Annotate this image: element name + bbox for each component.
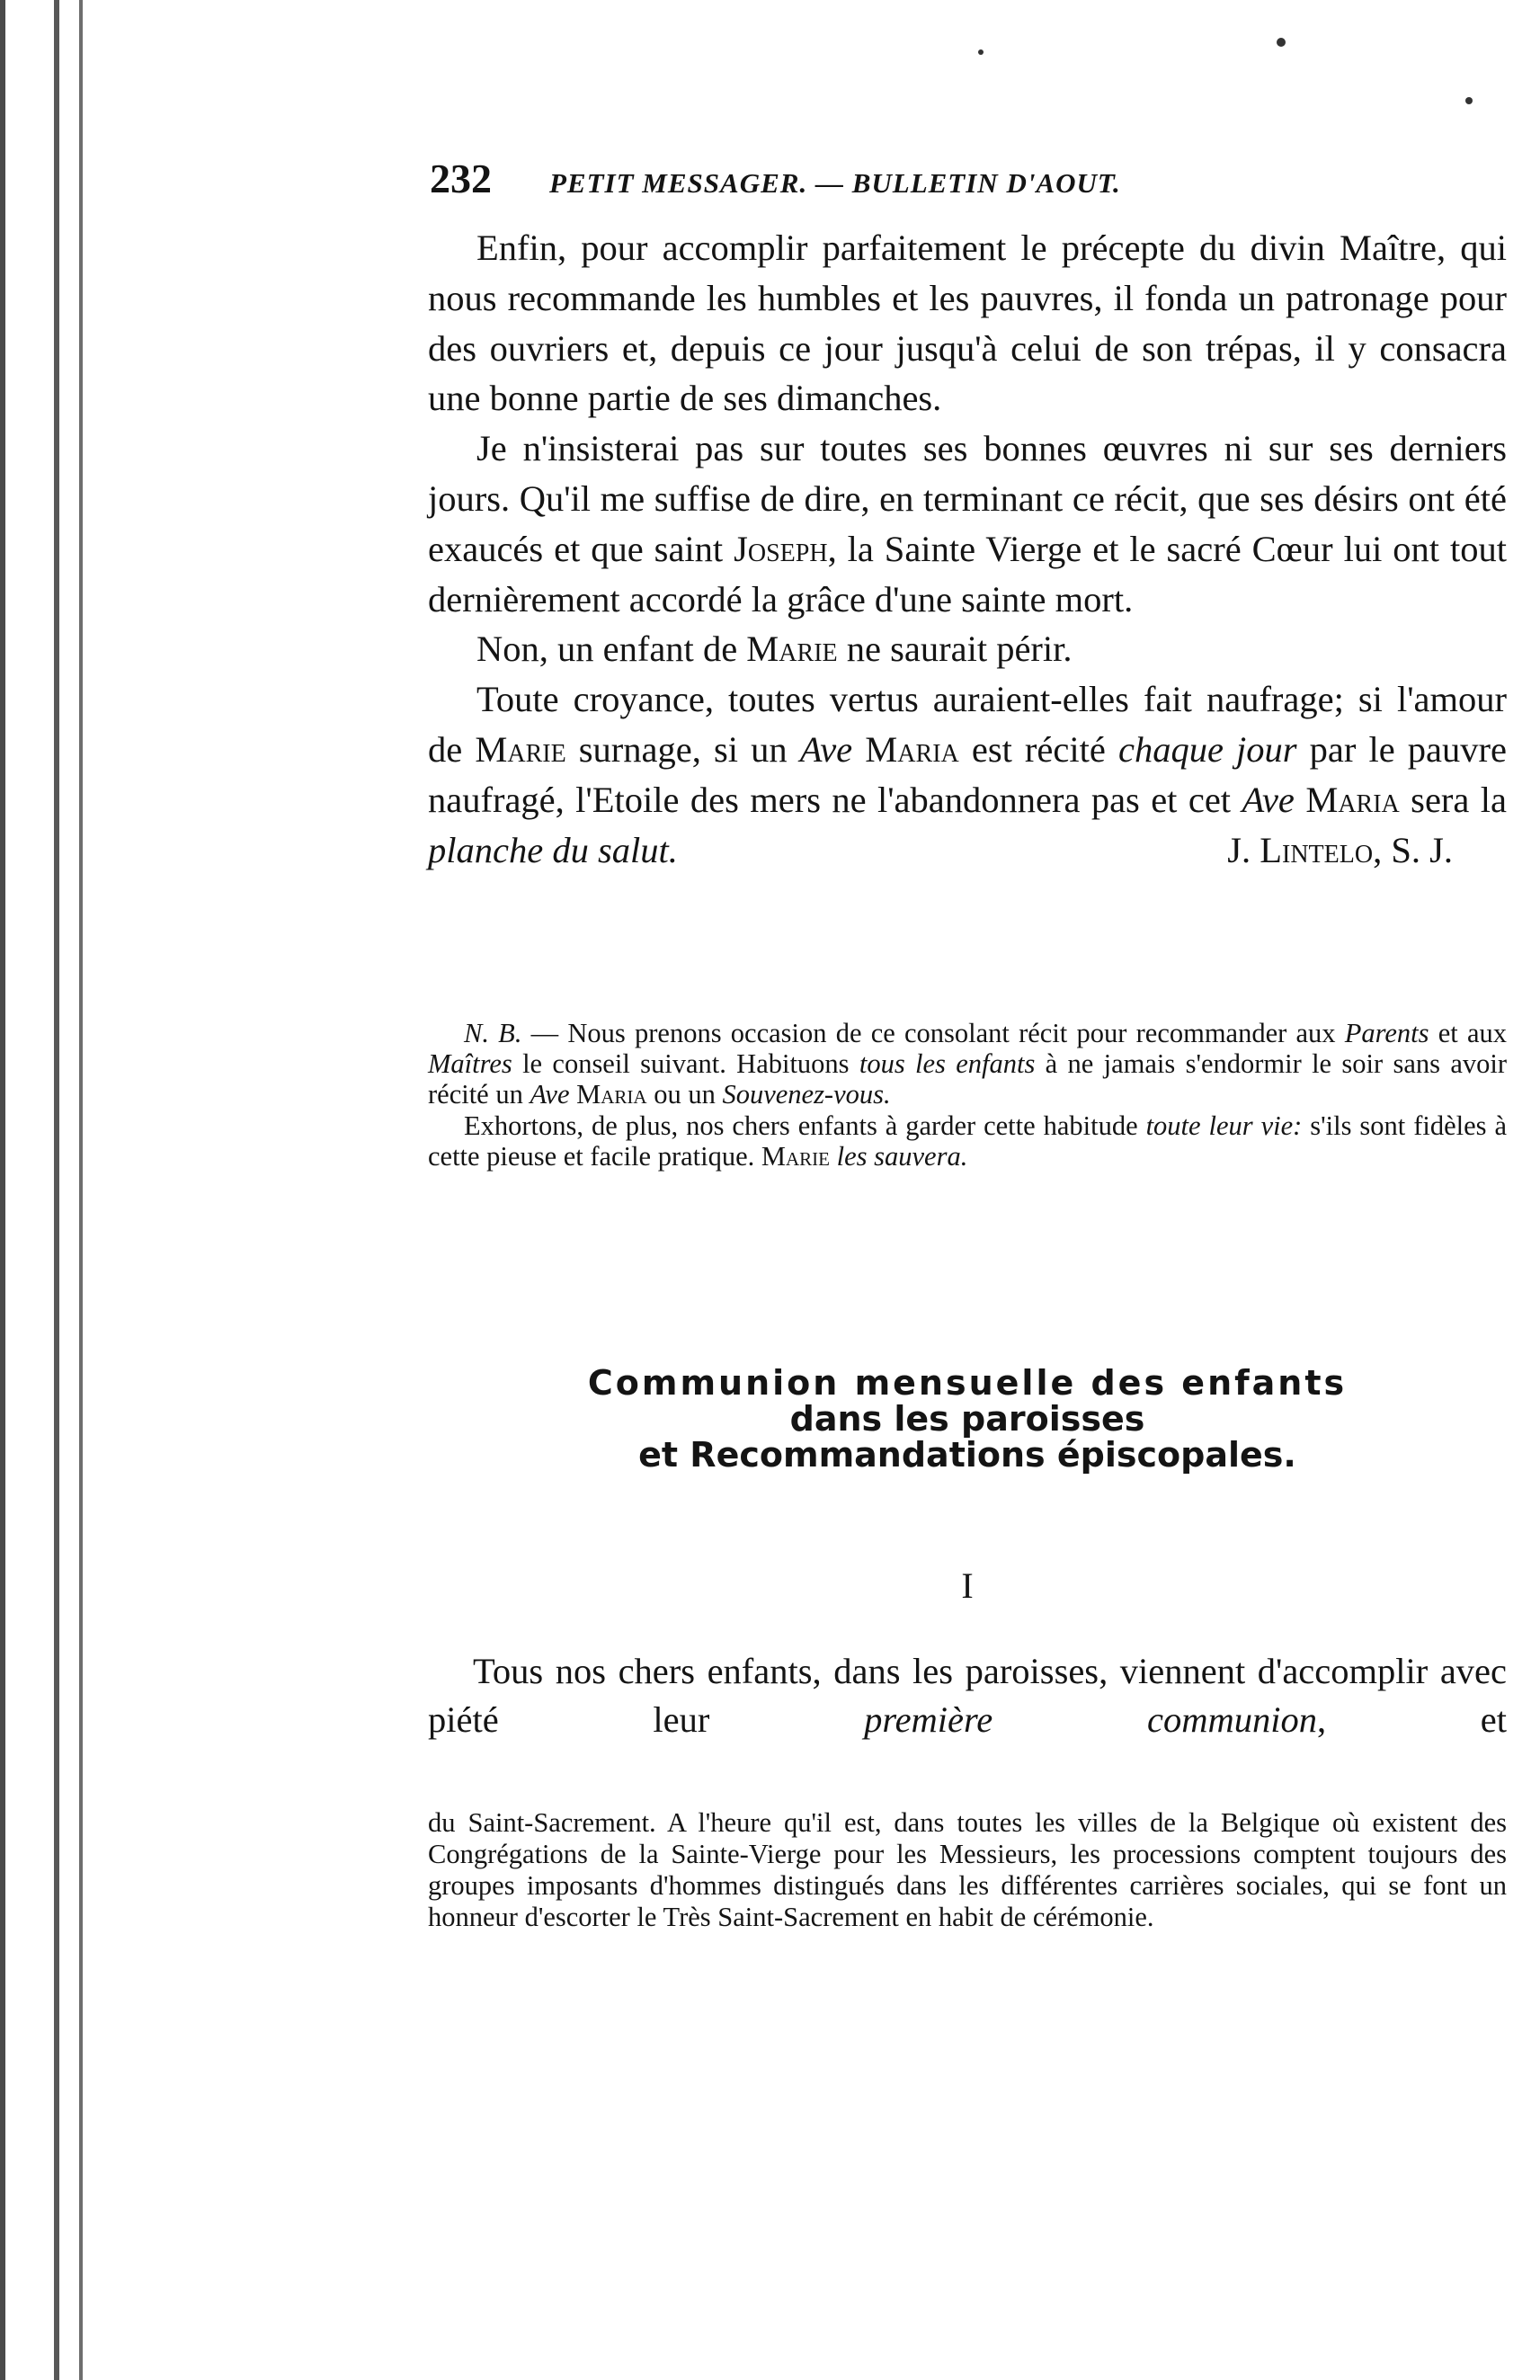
body-text	[428, 223, 1507, 875]
signature: J. Lintelo, S. J.	[1227, 829, 1453, 870]
print-speck	[1465, 97, 1473, 104]
page-number: 232	[430, 156, 492, 201]
footnote-text: du Saint-Sacrement. A l'heure qu'il est, dans toutes les villes de la Belgique où existent des Congrégations de la Sainte-Vierge pour les Messieurs, les processions comptent toujours des groupes imposants d'hommes distingués dans les différentes carrières sociales, qui se font un honneur d'escorter le Très Saint-Sacrement en habit de cérémonie.	[428, 1807, 1507, 1932]
footnote	[428, 1807, 1507, 1933]
running-head	[430, 155, 1509, 202]
book-binding-edge	[0, 0, 117, 2380]
running-title: PETIT MESSAGER. — BULLETIN D'AOUT.	[549, 167, 1121, 199]
section-heading	[428, 1365, 1507, 1473]
print-speck	[1277, 38, 1286, 47]
paragraph-4: Toute croyance, toutes vertus auraient-elles fait naufrage; si l'amour de Marie surnage, si un Ave Maria est récité chaque jour par le pauvre naufragé, l'Etoile des mers ne l'abandonnera pas et cet Ave Maria sera la planche du salut. J. Lintelo, S. J.	[428, 674, 1507, 875]
paragraph-2: Je n'insisterai pas sur toutes ses bonnes œuvres ni sur ses derniers jours. Qu'il me suffise de dire, en terminant ce récit, que ses désirs ont été exaucés et que saint Joseph, la Sainte Vierge et le sacré Cœur lui ont tout dernièrement accordé la grâce d'une sainte mort.	[428, 428, 1507, 620]
section-intro	[428, 1647, 1507, 1744]
nota-bene	[428, 1018, 1507, 1172]
print-speck	[978, 49, 984, 55]
heading-line-1: Communion mensuelle des enfants	[587, 1363, 1348, 1403]
section-number: I	[961, 1565, 974, 1606]
paragraph-3: Non, un enfant de Marie ne saurait périr.	[476, 628, 1073, 670]
note-paragraph-1: N. B. — Nous prenons occasion de ce consolant récit pour recommander aux Parents et aux Maîtres le conseil suivant. Habituons tous les enfants à ne jamais s'endormir le soir sans avoir récité un Ave Maria ou un Souvenez-vous.	[428, 1018, 1507, 1110]
heading-line-3: et Recommandations épiscopales.	[638, 1435, 1296, 1475]
paragraph-1: Enfin, pour accomplir parfaitement le précepte du divin Maître, qui nous recommande les humbles et les pauvres, il fonda un patronage pour des ouvriers et, depuis ce jour jusqu'à celui de son trépas, il y consacra une bonne partie de ses dimanches.	[428, 227, 1507, 419]
note-paragraph-2: Exhortons, de plus, nos chers enfants à garder cette habitude toute leur vie: s'ils sont fidèles à cette pieuse et facile pratique. Marie les sauvera.	[428, 1110, 1507, 1172]
intro-paragraph: Tous nos chers enfants, dans les paroisses, viennent d'accomplir avec piété leur première communion, et	[428, 1651, 1508, 1740]
heading-line-2: dans les paroisses	[789, 1399, 1145, 1439]
